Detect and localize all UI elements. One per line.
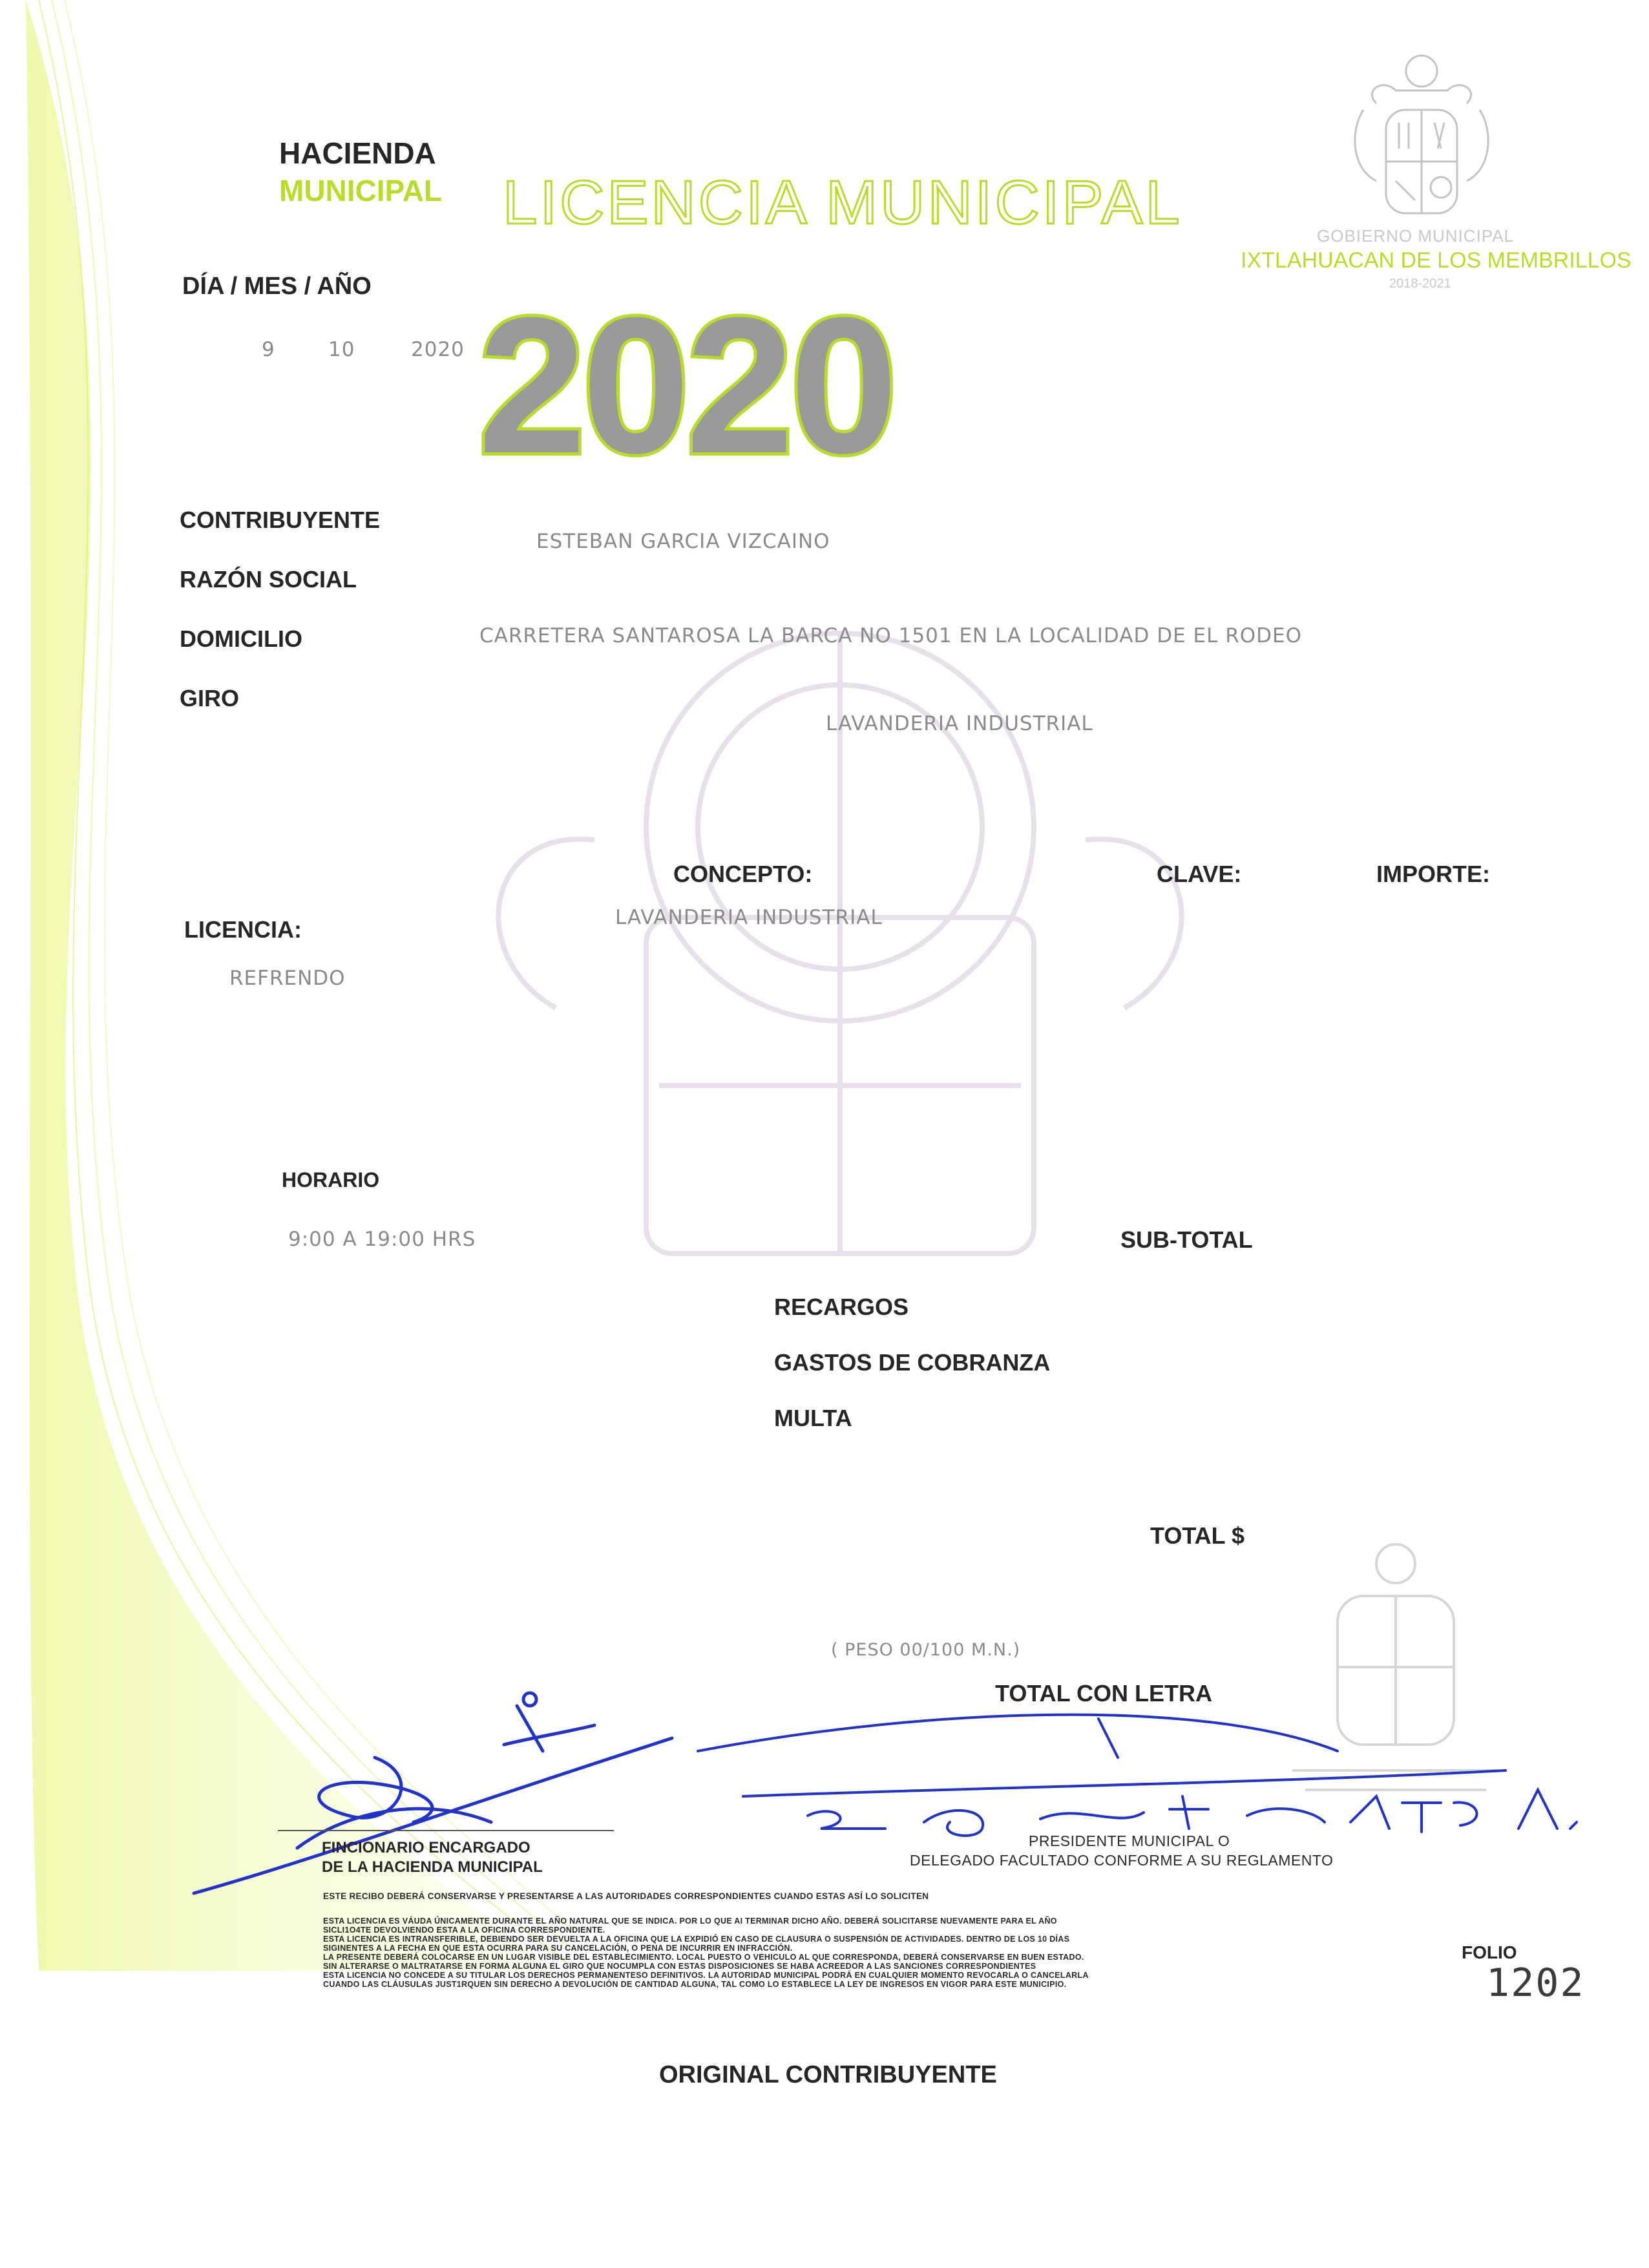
legal-line: LA PRESENTE DEBERÁ COLOCARSE EN UN LUGAR VISIBLE DEL ESTABLECIMIENTO. LOCAL PUESTO O VEHICULO AL QUE CORRESPONDA, DEBERÁ CONSERVARSE EN BUEN ESTADO. — [323, 1953, 1084, 1962]
licencia-value: REFRENDO — [229, 967, 346, 990]
legal-line: ESTA LICENCIA ES VÁUDA ÚNICAMENTE DURANTE EL AÑO NATURAL QUE SE INDICA. POR LO QUE AI TERMINAR DICHO AÑO. DEBERÁ SOLICITARSE NUEVAMENTE PARA EL AÑO — [323, 1916, 1057, 1926]
gobierno-line2: IXTLAHUACAN DE LOS MEMBRILLOS — [1241, 248, 1632, 273]
legal-line: SIGINENTES A LA FECHA EN QUE ESTA OCURRA PARA SU CANCELACIÓN, O PENA DE INCURRIR EN INFRACCIÓN. — [323, 1944, 793, 1953]
legal-line: ESTA LICENCIA NO CONCEDE A SU TITULAR LOS DERECHOS PERMANENTESO DEFINITIVOS. LA AUTORIDAD MUNICIPAL PODRÁ EN CUALQUIER MOMENTO REVOCARLA O CANCELARLA — [323, 1971, 1089, 1980]
concepto-label: CONCEPTO: — [673, 861, 813, 887]
big-year — [465, 220, 1241, 478]
gastos-cobranza-label: GASTOS DE COBRANZA — [774, 1349, 1051, 1376]
giro-label: GIRO — [180, 685, 240, 711]
horario-value: 9:00 A 19:00 HRS — [288, 1228, 476, 1251]
legal-block — [323, 1916, 1089, 1989]
total-label: TOTAL $ — [1150, 1522, 1245, 1549]
importe-label: IMPORTE: — [1376, 861, 1490, 887]
signature-funcionario — [181, 1680, 698, 1913]
original-contribuyente: ORIGINAL CONTRIBUYENTE — [659, 2061, 997, 2088]
dia-value: 9 — [262, 338, 275, 361]
gobierno-line1: GOBIERNO MUNICIPAL — [1317, 226, 1515, 246]
municipal-shield-logo — [1350, 52, 1493, 226]
svg-text:LICENCIA MUNICIPAL: LICENCIA MUNICIPAL — [503, 168, 1182, 233]
concepto-value: LAVANDERIA INDUSTRIAL — [615, 906, 883, 929]
multa-label: MULTA — [774, 1405, 852, 1431]
total-con-letra-label: TOTAL CON LETRA — [995, 1680, 1212, 1706]
municipal-label: MUNICIPAL — [279, 174, 443, 207]
giro-value: LAVANDERIA INDUSTRIAL — [826, 712, 1093, 735]
domicilio-value: CARRETERA SANTAROSA LA BARCA NO 1501 EN LA LOCALIDAD DE EL RODEO — [479, 624, 1303, 647]
funcionario-title-2: DE LA HACIENDA MUNICIPAL — [322, 1858, 543, 1876]
domicilio-label: DOMICILIO — [180, 625, 302, 652]
licencia-label: LICENCIA: — [184, 916, 302, 943]
presidente-title-2: DELEGADO FACULTADO CONFORME A SU REGLAMENTO — [910, 1852, 1334, 1869]
clave-label: CLAVE: — [1157, 861, 1242, 887]
anio-value: 2020 — [411, 338, 465, 361]
razon-social-label: RAZÓN SOCIAL — [180, 566, 357, 593]
legal-line: SIN ALTERARSE O MALTRATARSE EN FORMA ALGUNA EL GIRO QUE NOCUMPLA CON ESTAS DISPOSICIONES SE HABA ACREEDOR A LAS SANCIONES CORRESPONDIENTES — [323, 1962, 1036, 1971]
subtotal-label: SUB-TOTAL — [1120, 1226, 1253, 1253]
peso-text: ( PESO 00/100 M.N.) — [831, 1640, 1021, 1660]
fecha-label: DÍA / MES / AÑO — [182, 273, 372, 300]
coat-of-arms-watermark — [388, 556, 1292, 1331]
folio-number: 1202 — [1486, 1960, 1585, 2006]
folio-label: FOLIO — [1462, 1942, 1517, 1962]
gobierno-line3: 2018-2021 — [1389, 277, 1451, 291]
hacienda-label: HACIENDA — [279, 136, 436, 170]
horario-label: HORARIO — [282, 1168, 380, 1192]
svg-text:2020: 2020 — [478, 277, 894, 478]
presidente-title-1: PRESIDENTE MUNICIPAL O — [1029, 1832, 1230, 1849]
legal-line: CUANDO LAS CLÁUSULAS JUST1RQUEN SIN DERECHO A DEVOLUCIÓN DE CANTIDAD ALGUNA, TAL COMO LO ESTABLECE LA LEY DE INGRESOS EN VIGOR PARA ESTE MUNICIPIO. — [323, 1980, 1067, 1989]
legal-line: SICLI1O4TE DEVOLVIENDO ESTA A LA OFICINA CORRESPONDIENTE. — [323, 1926, 605, 1935]
mes-value: 10 — [328, 338, 355, 361]
contribuyente-nombre: ESTEBAN GARCIA VIZCAINO — [536, 530, 830, 553]
funcionario-title-1: FINCIONARIO ENCARGADO — [322, 1839, 530, 1856]
contribuyente-label: CONTRIBUYENTE — [180, 507, 381, 533]
legal-recibo: ESTE RECIBO DEBERÁ CONSERVARSE Y PRESENTARSE A LAS AUTORIDADES CORRESPONDIENTES CUANDO ESTAS ASÍ LO SOLICITEN — [323, 1891, 929, 1901]
legal-line: ESTA LICENCIA ES INTRANSFERIBLE, DEBIENDO SER DEVUELTA A LA OFICINA QUE LA EXPIDIÓ EN CASO DE CLAUSURA O SUSPENSIÓN DE ACTIVIDADES. DENTRO DE LOS 10 DÍAS — [323, 1935, 1070, 1944]
signature-line-funcionario — [278, 1830, 614, 1831]
recargos-label: RECARGOS — [774, 1294, 909, 1320]
